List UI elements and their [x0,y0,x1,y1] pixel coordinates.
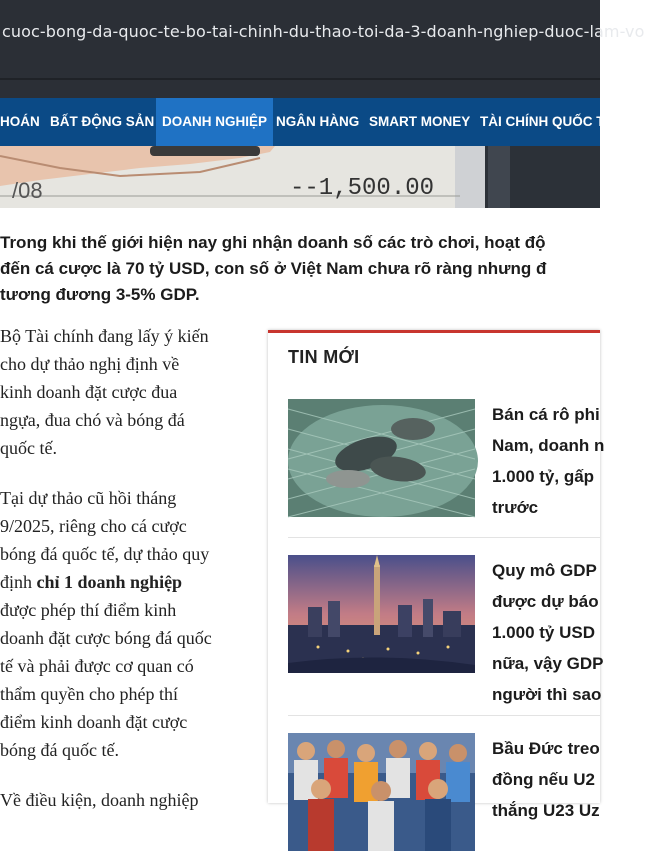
news-divider [288,715,600,716]
latest-news-title: TIN MỚI [288,347,360,367]
nav-item-ngan-hang[interactable]: NGÂN HÀNG [276,114,360,129]
news-headline[interactable] [492,733,632,826]
headline-line: đồng nếu U2 [492,770,595,789]
football-crowd-image[interactable] [288,733,475,851]
nav-item-bat-dong-san[interactable]: BẤT ĐỘNG SẢN [50,114,155,129]
headline-line: người thì sao [492,685,602,704]
news-item[interactable] [288,555,604,704]
body-line: kinh doanh đặt cược đua [0,382,178,402]
url-text[interactable]: cuoc-bong-da-quoc-te-bo-tai-chinh-du-thao-toi-da-3-doanh-nghiep-duoc-lam-vo [2,22,645,41]
body-line: ngựa, đua chó và bóng đá [0,410,185,430]
article-body [0,322,244,836]
lead-line: đến cá cược là 70 tỷ USD, con số ở Việt Nam chưa rõ ràng nhưng đ [0,259,547,278]
city-skyline-image[interactable] [288,555,475,673]
nav-item-tai-chinh-quoc-te[interactable]: TÀI CHÍNH QUỐC T [480,114,605,129]
article-paragraph [0,484,244,764]
news-item[interactable] [288,399,605,517]
news-divider [288,537,600,538]
headline-line: 1.000 tỷ, gấp [492,467,595,486]
latest-news-box [268,330,605,820]
nav-item-chung-khoan[interactable]: HOÁN [0,114,40,129]
body-text: định [0,572,37,592]
body-line: 9/2025, riêng cho cá cược [0,516,187,536]
body-line: Tại dự thảo cũ hồi tháng [0,488,177,508]
hero-date-text: /08 [12,178,43,203]
body-line: Bộ Tài chính đang lấy ý kiến [0,326,209,346]
headline-line: Quy mô GDP [492,561,597,580]
body-line: điểm kinh doanh đặt cược [0,712,188,732]
nav-item-doanh-nghiep[interactable]: DOANH NGHIỆP [156,98,273,146]
headline-line: 1.000 tỷ USD [492,623,595,642]
body-line: được phép thí điểm kinh [0,600,177,620]
body-line: tế và phải được cơ quan có [0,656,194,676]
headline-line: được dự báo [492,592,599,611]
bold-highlight-text: chỉ 1 doanh nghiệp [36,572,183,592]
headline-line: Nam, doanh n [492,436,605,455]
body-line: bóng đá quốc tế, dự thảo quy [0,544,210,564]
news-item[interactable] [288,733,600,851]
body-line: bóng đá quốc tế. [0,740,119,760]
headline-line: trước [492,498,539,517]
body-line: cho dự thảo nghị định về [0,354,180,374]
lead-line: tương đương 3-5% GDP. [0,285,200,304]
article-paragraph [0,322,244,462]
fish-net-image[interactable] [288,399,475,517]
headline-line: Bầu Đức treo [492,739,600,758]
body-line [0,568,244,596]
headline-line: Bán cá rô phi [492,405,600,424]
news-headline[interactable] [492,399,632,523]
body-line: quốc tế. [0,438,57,458]
site-nav-bar [0,98,605,146]
headline-line: nữa, vậy GDP [492,654,604,673]
hero-amount-text: --1,500.00 [290,175,435,202]
browser-address-bar[interactable] [0,0,645,80]
news-headline[interactable] [492,555,632,710]
article-hero-image [0,146,600,208]
body-line: doanh đặt cược bóng đá quốc [0,628,212,648]
article-lead [0,230,600,308]
headline-line: thắng U23 Uz [492,801,600,820]
body-line: Về điều kiện, doanh nghiệp [0,790,199,810]
body-line: thẩm quyền cho phép thí [0,684,178,704]
article-paragraph [0,786,244,814]
lead-line: Trong khi thế giới hiện nay ghi nhận doanh số các trò chơi, hoạt độ [0,233,546,252]
browser-toolbar-gap [0,80,600,98]
nav-item-smart-money[interactable]: SMART MONEY [369,114,471,129]
